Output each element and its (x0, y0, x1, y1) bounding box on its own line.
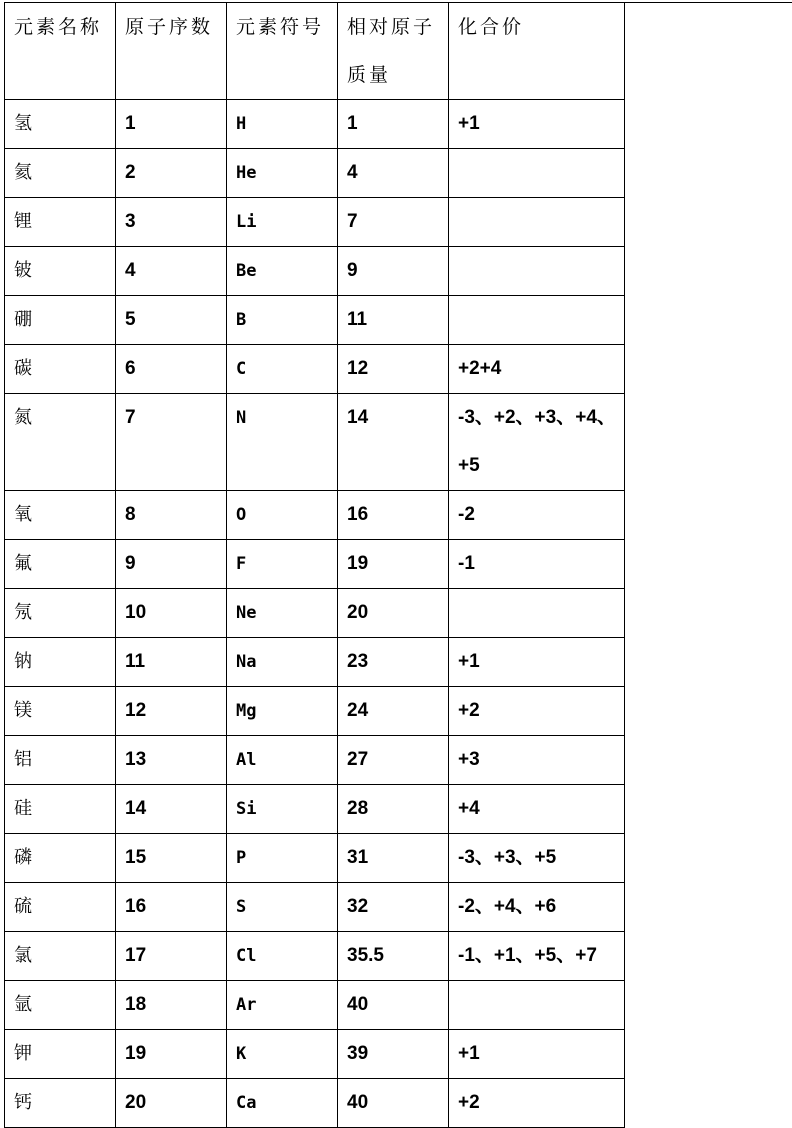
table-row (5, 394, 625, 491)
table-row (5, 491, 625, 540)
atomic-number-cell (116, 247, 227, 296)
table-header-row (5, 3, 625, 100)
atomic-number-cell (116, 540, 227, 589)
valence-cell (449, 247, 625, 296)
table-row (5, 540, 625, 589)
atomic-number: 13 (125, 749, 147, 770)
atomic-number: 7 (125, 407, 136, 428)
atomic-mass: 39 (347, 1043, 369, 1064)
atomic-number: 5 (125, 309, 136, 330)
element-table (4, 2, 625, 1128)
atomic-mass: 12 (347, 358, 369, 379)
atomic-number: 2 (125, 162, 136, 183)
atomic-number: 6 (125, 358, 136, 379)
atomic-mass-cell (338, 100, 449, 149)
table-row (5, 1030, 625, 1079)
element-symbol: K (236, 1044, 247, 1064)
header-mass-label: 相对原子质量 (347, 16, 436, 86)
element-name-cell (5, 932, 116, 981)
atomic-number-cell (116, 296, 227, 345)
table-row (5, 1079, 625, 1128)
valence-cell (449, 149, 625, 198)
valence-cell (449, 932, 625, 981)
valence: +4 (458, 798, 480, 819)
element-name-cell (5, 345, 116, 394)
element-name-cell (5, 687, 116, 736)
atomic-number: 19 (125, 1043, 147, 1064)
element-name-cell (5, 589, 116, 638)
valence-cell (449, 785, 625, 834)
element-name: 钙 (14, 1092, 33, 1113)
valence-cell (449, 491, 625, 540)
atomic-mass: 32 (347, 896, 369, 917)
table-row (5, 785, 625, 834)
valence-cell (449, 589, 625, 638)
valence: -2、+4、+6 (458, 896, 557, 917)
valence-cell (449, 540, 625, 589)
table-row (5, 981, 625, 1030)
table-row (5, 247, 625, 296)
element-name: 铍 (14, 260, 33, 281)
atomic-mass: 40 (347, 1092, 369, 1113)
atomic-mass: 31 (347, 847, 369, 868)
atomic-mass: 40 (347, 994, 369, 1015)
valence: +1 (458, 1043, 480, 1064)
element-name-cell (5, 785, 116, 834)
atomic-mass-cell (338, 247, 449, 296)
valence-cell (449, 394, 625, 491)
valence-cell (449, 638, 625, 687)
atomic-mass-cell (338, 883, 449, 932)
element-name: 氩 (14, 994, 33, 1015)
valence: +1 (458, 113, 480, 134)
element-name: 镁 (14, 700, 33, 721)
element-name-cell (5, 883, 116, 932)
atomic-number: 16 (125, 896, 147, 917)
atomic-mass: 24 (347, 700, 369, 721)
element-symbol: Al (236, 750, 257, 770)
valence: +2 (458, 700, 480, 721)
atomic-mass: 4 (347, 162, 358, 183)
atomic-mass-cell (338, 981, 449, 1030)
valence: -1 (458, 553, 475, 574)
valence-cell (449, 296, 625, 345)
element-symbol: He (236, 163, 257, 183)
atomic-mass-cell (338, 736, 449, 785)
atomic-mass: 16 (347, 504, 369, 525)
element-symbol-cell (227, 394, 338, 491)
element-name-cell (5, 981, 116, 1030)
element-symbol: F (236, 554, 247, 574)
valence: -3、+3、+5 (458, 847, 557, 868)
valence: +1 (458, 651, 480, 672)
atomic-mass: 27 (347, 749, 369, 770)
header-atomic-number-label: 原子序数 (125, 16, 214, 38)
element-symbol: Li (236, 212, 257, 232)
element-symbol-cell (227, 687, 338, 736)
valence-cell (449, 198, 625, 247)
element-rows (5, 100, 625, 1128)
atomic-mass-cell (338, 296, 449, 345)
element-symbol-cell (227, 100, 338, 149)
element-symbol-cell (227, 149, 338, 198)
element-symbol-cell (227, 198, 338, 247)
atomic-number: 11 (125, 651, 146, 672)
table-row (5, 198, 625, 247)
atomic-number: 17 (125, 945, 147, 966)
atomic-number: 15 (125, 847, 147, 868)
atomic-number: 12 (125, 700, 147, 721)
element-symbol-cell (227, 540, 338, 589)
element-name: 磷 (14, 847, 33, 868)
element-symbol: Na (236, 652, 257, 672)
element-symbol: O (236, 505, 247, 525)
atomic-number-cell (116, 687, 227, 736)
atomic-mass: 9 (347, 260, 358, 281)
table-row (5, 736, 625, 785)
element-name: 铝 (14, 749, 33, 770)
element-symbol: Mg (236, 701, 257, 721)
element-name-cell (5, 540, 116, 589)
atomic-number: 9 (125, 553, 136, 574)
element-symbol-cell (227, 736, 338, 785)
atomic-number: 14 (125, 798, 147, 819)
valence-cell (449, 100, 625, 149)
header-cell-name (5, 3, 116, 100)
atomic-mass-cell (338, 394, 449, 491)
element-symbol: H (236, 114, 247, 134)
element-name: 氦 (14, 162, 33, 183)
atomic-number-cell (116, 638, 227, 687)
table-row (5, 100, 625, 149)
atomic-number-cell (116, 736, 227, 785)
atomic-mass: 28 (347, 798, 369, 819)
atomic-number: 3 (125, 211, 136, 232)
element-name: 氧 (14, 504, 33, 525)
element-symbol: B (236, 310, 247, 330)
top-rule-line (623, 2, 792, 3)
atomic-number-cell (116, 1030, 227, 1079)
header-valence-label: 化合价 (458, 16, 525, 38)
element-symbol-cell (227, 883, 338, 932)
atomic-mass-cell (338, 198, 449, 247)
element-name: 氮 (14, 407, 33, 428)
element-symbol-cell (227, 932, 338, 981)
atomic-mass: 35.5 (347, 945, 384, 966)
atomic-mass-cell (338, 540, 449, 589)
element-name-cell (5, 149, 116, 198)
valence: +3 (458, 749, 480, 770)
atomic-mass: 1 (347, 113, 358, 134)
element-name: 氯 (14, 945, 33, 966)
element-symbol-cell (227, 491, 338, 540)
atomic-mass-cell (338, 491, 449, 540)
atomic-mass: 11 (347, 309, 368, 330)
atomic-mass-cell (338, 149, 449, 198)
element-symbol-cell (227, 296, 338, 345)
atomic-number-cell (116, 883, 227, 932)
atomic-mass: 23 (347, 651, 369, 672)
element-name-cell (5, 736, 116, 785)
atomic-mass-cell (338, 589, 449, 638)
atomic-number-cell (116, 785, 227, 834)
atomic-number-cell (116, 100, 227, 149)
element-symbol: Ne (236, 603, 257, 623)
element-symbol-cell (227, 1030, 338, 1079)
element-symbol-cell (227, 345, 338, 394)
atomic-mass-cell (338, 834, 449, 883)
element-symbol: P (236, 848, 247, 868)
element-symbol: C (236, 359, 247, 379)
atomic-number-cell (116, 1079, 227, 1128)
element-symbol-cell (227, 247, 338, 296)
atomic-number-cell (116, 589, 227, 638)
element-name-cell (5, 296, 116, 345)
header-symbol-label: 元素符号 (236, 16, 325, 38)
element-symbol: S (236, 897, 247, 917)
element-name-cell (5, 394, 116, 491)
valence: -1、+1、+5、+7 (458, 945, 597, 966)
header-name-label: 元素名称 (14, 16, 103, 38)
valence-cell (449, 345, 625, 394)
atomic-number: 10 (125, 602, 147, 623)
element-name-cell (5, 1030, 116, 1079)
atomic-mass-cell (338, 638, 449, 687)
table-row (5, 638, 625, 687)
element-name: 氢 (14, 113, 33, 134)
atomic-number-cell (116, 198, 227, 247)
table-row (5, 687, 625, 736)
element-symbol: Si (236, 799, 257, 819)
atomic-number-cell (116, 491, 227, 540)
element-name: 钠 (14, 651, 33, 672)
atomic-mass-cell (338, 932, 449, 981)
valence-cell (449, 883, 625, 932)
element-symbol: N (236, 408, 247, 428)
element-name-cell (5, 638, 116, 687)
element-name: 锂 (14, 211, 33, 232)
header-cell-atomic-number (116, 3, 227, 100)
valence-cell (449, 1030, 625, 1079)
atomic-mass-cell (338, 345, 449, 394)
valence-cell (449, 981, 625, 1030)
table-row (5, 883, 625, 932)
element-name-cell (5, 491, 116, 540)
header-cell-valence (449, 3, 625, 100)
element-symbol-cell (227, 589, 338, 638)
element-name: 钾 (14, 1043, 33, 1064)
table-row (5, 834, 625, 883)
atomic-number: 1 (125, 113, 136, 134)
atomic-number-cell (116, 394, 227, 491)
atomic-number: 18 (125, 994, 147, 1015)
atomic-mass-cell (338, 1030, 449, 1079)
element-name-cell (5, 100, 116, 149)
element-symbol: Cl (236, 946, 257, 966)
element-name: 碳 (14, 358, 33, 379)
element-name-cell (5, 198, 116, 247)
table-row (5, 296, 625, 345)
valence-cell (449, 687, 625, 736)
valence: +2+4 (458, 358, 502, 379)
atomic-mass-cell (338, 785, 449, 834)
element-symbol: Ca (236, 1093, 257, 1113)
element-name: 氟 (14, 553, 33, 574)
valence: -2 (458, 504, 475, 525)
element-name: 硼 (14, 309, 33, 330)
valence-cell (449, 1079, 625, 1128)
element-symbol-cell (227, 1079, 338, 1128)
element-name-cell (5, 247, 116, 296)
atomic-number-cell (116, 345, 227, 394)
table-row (5, 345, 625, 394)
element-name-cell (5, 1079, 116, 1128)
element-name: 硫 (14, 896, 33, 917)
atomic-number: 20 (125, 1092, 147, 1113)
atomic-number: 8 (125, 504, 136, 525)
atomic-number: 4 (125, 260, 136, 281)
atomic-number-cell (116, 981, 227, 1030)
atomic-mass-cell (338, 1079, 449, 1128)
element-name: 氖 (14, 602, 33, 623)
valence-cell (449, 834, 625, 883)
element-symbol-cell (227, 785, 338, 834)
atomic-number-cell (116, 149, 227, 198)
atomic-mass: 20 (347, 602, 369, 623)
element-name-cell (5, 834, 116, 883)
atomic-mass: 7 (347, 211, 358, 232)
valence: -3、+2、+3、+4、+5 (458, 407, 616, 476)
element-name: 硅 (14, 798, 33, 819)
element-symbol-cell (227, 981, 338, 1030)
header-cell-symbol (227, 3, 338, 100)
table-row (5, 589, 625, 638)
table-row (5, 149, 625, 198)
table-row (5, 932, 625, 981)
atomic-mass-cell (338, 687, 449, 736)
valence: +2 (458, 1092, 480, 1113)
element-symbol: Be (236, 261, 257, 281)
element-symbol-cell (227, 834, 338, 883)
atomic-mass: 14 (347, 407, 369, 428)
atomic-mass: 19 (347, 553, 369, 574)
element-symbol-cell (227, 638, 338, 687)
valence-cell (449, 736, 625, 785)
atomic-number-cell (116, 834, 227, 883)
atomic-number-cell (116, 932, 227, 981)
header-cell-mass (338, 3, 449, 100)
element-symbol: Ar (236, 995, 257, 1015)
